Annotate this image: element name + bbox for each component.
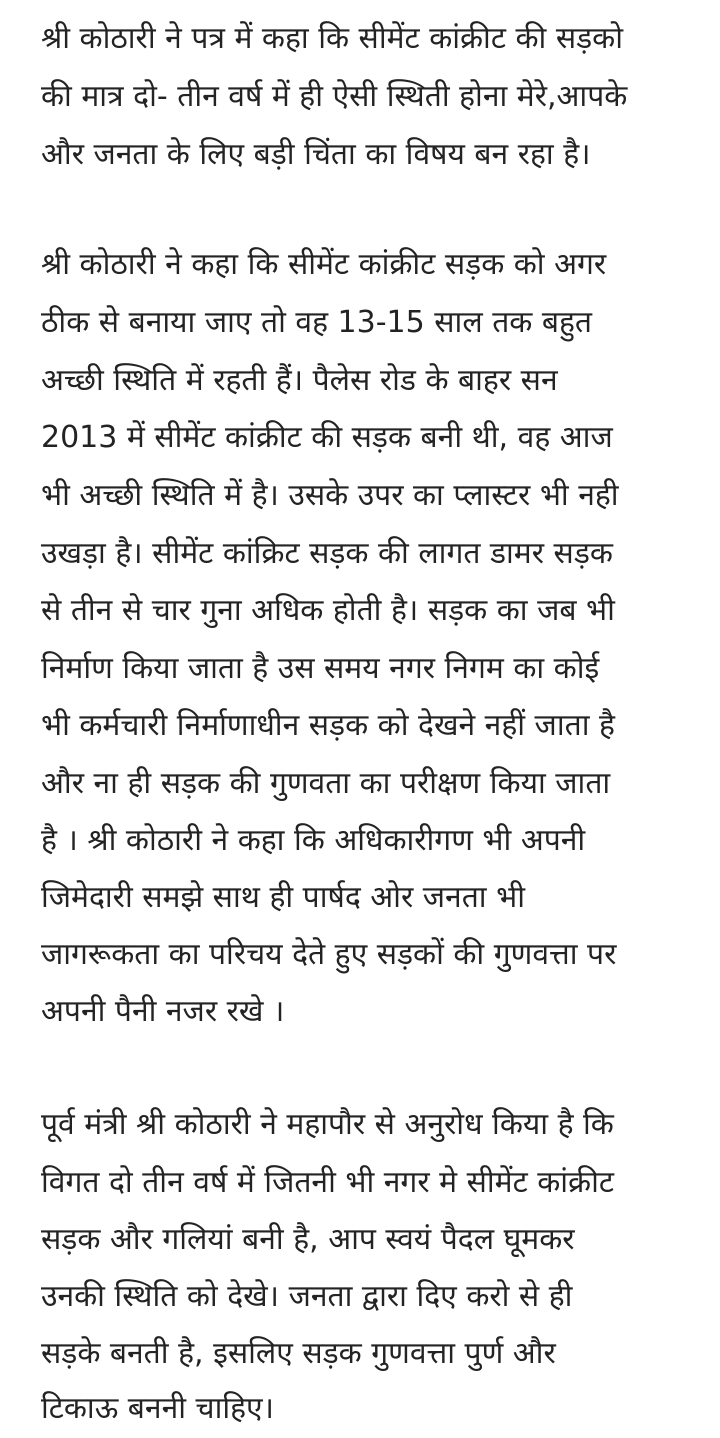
text-line: जागरूकता का परिचय देते हुए सड़कों की गुणवत्ता पर (41, 937, 617, 972)
text-line: भी कर्मचारी निर्माणाधीन सड़क को देखने नहीं जाता है (41, 708, 615, 743)
text-line: विगत दो तीन वर्ष में जितनी भी नगर मे सीमेंट कांक्रीट (41, 1165, 614, 1200)
text-line: पूर्व मंत्री श्री कोठारी ने महापौर से अनुरोध किया है कि (41, 1107, 614, 1142)
text-line: निर्माण किया जाता है उस समय नगर निगम का कोई (41, 651, 600, 686)
text-line: श्री कोठारी ने कहा कि सीमेंट कांक्रीट सड़क को अगर (41, 247, 607, 282)
text-line: अपनी पैनी नजर रखे । (41, 994, 285, 1029)
text-line: उनकी स्थिति को देखे। जनता द्वारा दिए करो से ही (41, 1279, 573, 1314)
text-line: ठीक से बनाया जाए तो वह 13-15 साल तक बहुत (41, 305, 593, 340)
text-line: टिकाऊ बननी चाहिए। (41, 1391, 275, 1426)
text-line: और जनता के लिए बड़ी चिंता का विषय बन रहा है। (41, 137, 591, 172)
text-line: श्री कोठारी ने पत्र में कहा कि सीमेंट कांक्रीट की सड़को (41, 21, 623, 56)
text-line: सड़के बनती है, इसलिए सड़क गुणवत्ता पुर्ण और (41, 1336, 556, 1371)
text-line: की मात्र दो- तीन वर्ष में ही ऐसी स्थिती होना मेरे,आपके (41, 79, 628, 114)
text-line: जिमेदारी समझे साथ ही पार्षद ओर जनता भी (41, 880, 525, 915)
text-line: और ना ही सड़क की गुणवता का परीक्षण किया जाता (41, 766, 611, 801)
text-line: उखड़ा है। सीमेंट कांक्रिट सड़क की लागत डामर सड़क (41, 536, 613, 571)
text-line: अच्छी स्थिति में रहती हैं। पैलेस रोड के बाहर सन (41, 363, 558, 398)
text-line: 2013 में सीमेंट कांक्रीट की सड़क बनी थी, वह आज (41, 420, 613, 455)
text-line: भी अच्छी स्थिति में है। उसके उपर का प्लास्टर भी नही (41, 478, 619, 513)
text-line: से तीन से चार गुना अधिक होती है। सड़क का जब भी (41, 593, 615, 628)
text-line: सड़क और गलियां बनी है, आप स्वयं पैदल घूमकर (41, 1222, 575, 1257)
text-line: है । श्री कोठारी ने कहा कि अधिकारीगण भी अपनी (41, 823, 586, 858)
